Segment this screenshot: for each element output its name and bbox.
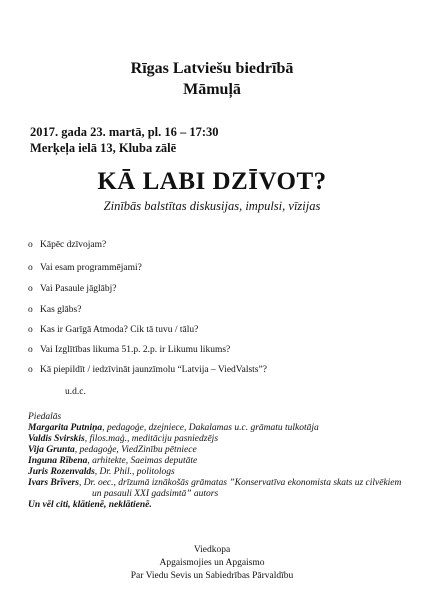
participant-name: Ivars Brīvers bbox=[28, 478, 79, 488]
question-text: Kas glābs? bbox=[40, 305, 82, 315]
participant-desc: , Dr. Phil., politologs bbox=[94, 467, 175, 477]
bullet-icon: o bbox=[28, 240, 33, 250]
participant-entry bbox=[28, 434, 218, 445]
participant-desc: , pedagoģe, ViedZinību pētniece bbox=[74, 445, 197, 455]
udc-note: u.d.c. bbox=[65, 387, 86, 397]
question-text: Vai esam programmējami? bbox=[40, 263, 142, 273]
participant-entry bbox=[28, 467, 175, 478]
bullet-icon: o bbox=[28, 365, 33, 375]
participant-name: Inguna Rībena bbox=[28, 456, 88, 466]
participant-desc: , filos.maģ., meditāciju pasniedzējs bbox=[84, 434, 219, 444]
participant-entry-continuation: un pasauli XXI gadsimtā” autors bbox=[92, 489, 219, 499]
question-item bbox=[28, 239, 106, 251]
question-item bbox=[28, 262, 142, 274]
participants-heading: Piedalās bbox=[28, 412, 62, 422]
organization-subname: Māmuļā bbox=[183, 81, 241, 98]
question-text: Vai Izglītības likuma 51.p. 2.p. ir Likumu likums? bbox=[40, 345, 231, 355]
bullet-icon: o bbox=[28, 325, 33, 335]
participant-entry bbox=[28, 445, 197, 456]
bullet-icon: o bbox=[28, 305, 33, 315]
bullet-icon: o bbox=[28, 345, 33, 355]
participant-entry bbox=[28, 456, 197, 467]
footer-tagline: Par Viedu Sevis un Sabiedrības Pārvaldību bbox=[130, 571, 294, 581]
question-item bbox=[28, 283, 117, 295]
participant-desc: , Dr. oec., drīzumā iznākošās grāmatas ”Konservatīva ekonomista skats uz cilvēkiem bbox=[78, 478, 402, 488]
question-item bbox=[28, 364, 267, 376]
participant-name: Margarita Putniņa bbox=[28, 423, 103, 433]
footer-org: Viedkopa bbox=[193, 545, 231, 555]
participant-entry bbox=[28, 478, 401, 489]
participant-name: Juris Rozenvalds bbox=[28, 467, 95, 477]
main-title: KĀ LABI DZĪVOT? bbox=[97, 168, 327, 195]
bullet-icon: o bbox=[28, 284, 33, 294]
participant-desc: , pedagoģe, dzejniece, Dakalamas u.c. grāmatu tulkotāja bbox=[102, 423, 319, 433]
footer-motto: Apgaismojies un Apgaismo bbox=[159, 558, 265, 568]
event-location: Merķeļa ielā 13, Kluba zālē bbox=[30, 141, 177, 155]
question-item bbox=[28, 324, 198, 336]
question-item bbox=[28, 304, 81, 316]
subtitle: Zinībās balstītas diskusijas, impulsi, vīzijas bbox=[103, 199, 321, 213]
bullet-icon: o bbox=[28, 263, 33, 273]
participant-name: Vija Grunta bbox=[28, 445, 75, 455]
question-item bbox=[28, 344, 230, 356]
event-datetime: 2017. gada 23. martā, pl. 16 – 17:30 bbox=[30, 125, 219, 139]
participant-entry bbox=[28, 423, 319, 434]
question-text: Vai Pasaule jāglābj? bbox=[40, 284, 117, 294]
participant-desc: , arhitekte, Saeimas deputāte bbox=[87, 456, 198, 466]
organization-name: Rīgas Latviešu biedrībā bbox=[130, 60, 294, 77]
participants-closing: Un vēl citi, klātienē, neklātienē. bbox=[28, 500, 152, 510]
participant-name: Valdis Svirskis bbox=[28, 434, 85, 444]
question-text: Kā piepildīt / iedzīvināt jaunzīmolu “Latvija – ViedValsts”? bbox=[40, 365, 267, 375]
question-text: Kāpēc dzīvojam? bbox=[40, 240, 107, 250]
question-text: Kas ir Garīgā Atmoda? Cik tā tuvu / tālu? bbox=[40, 325, 199, 335]
